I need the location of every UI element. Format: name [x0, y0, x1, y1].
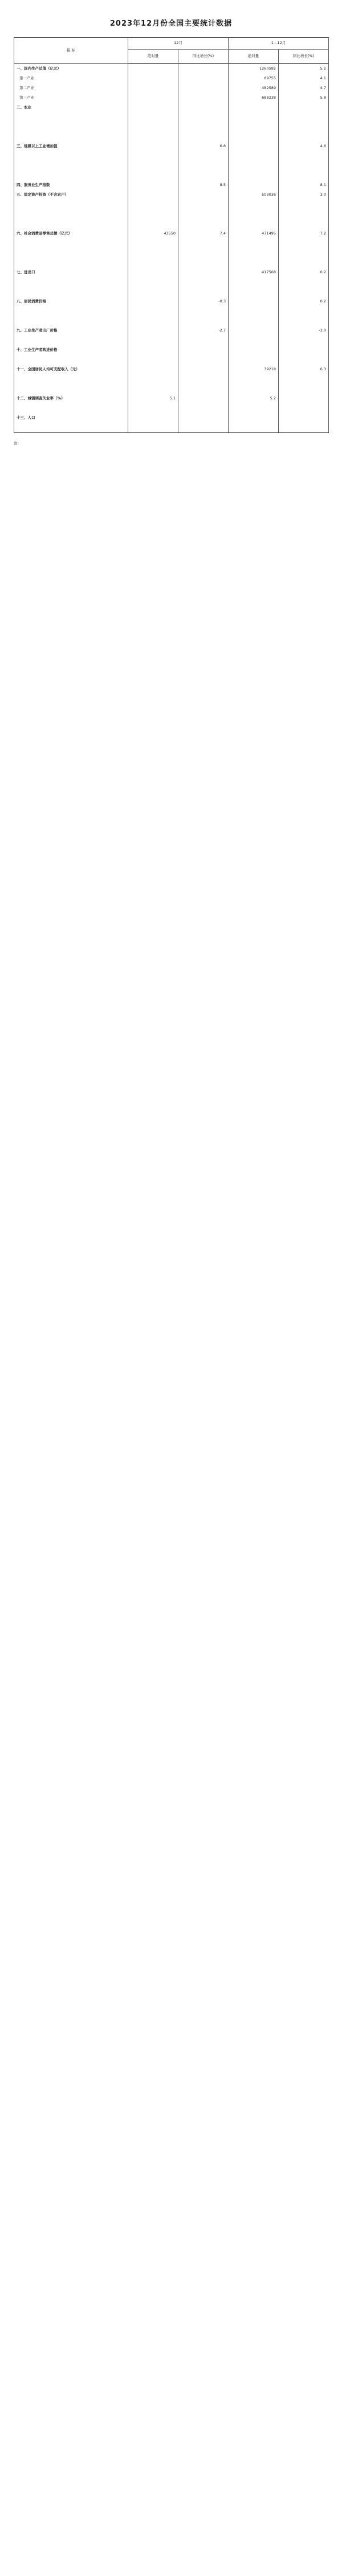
table-header-period-row	[14, 38, 329, 50]
indicator-name-cell	[14, 112, 128, 122]
indicator-name-cell: 八、居民消费价格	[14, 297, 128, 306]
current-value-cell	[128, 64, 178, 74]
current-value-cell	[128, 374, 178, 384]
period-current-header: 12月	[128, 38, 229, 50]
period-cumulative-header: 1—12月	[229, 38, 329, 50]
cumulative-value-cell	[229, 403, 279, 413]
cumulative-value-cell: 503036	[229, 190, 279, 200]
current-growth-cell: 7.4	[178, 229, 229, 238]
current-value-cell	[128, 74, 178, 83]
current-growth-cell	[178, 365, 229, 374]
table-row	[14, 93, 329, 103]
cumulative-value-cell	[229, 200, 279, 209]
table-row	[14, 306, 329, 316]
indicator-name-cell: 六、社会消费品零售总额（亿元）	[14, 229, 128, 238]
current-value-cell	[128, 132, 178, 141]
current-growth-cell	[178, 209, 229, 219]
current-growth-cell	[178, 200, 229, 209]
current-growth-cell	[178, 161, 229, 171]
current-value-cell	[128, 219, 178, 229]
current-value-cell	[128, 112, 178, 122]
current-value-cell	[128, 122, 178, 132]
cumulative-growth-cell: 0.2	[279, 297, 329, 306]
cumulative-value-cell	[229, 306, 279, 316]
current-value-cell	[128, 151, 178, 161]
cumulative-growth-cell: 5.8	[279, 93, 329, 103]
current-value-cell	[128, 93, 178, 103]
table-body	[14, 64, 329, 433]
current-value-cell	[128, 171, 178, 180]
cumulative-growth-cell	[279, 171, 329, 180]
current-growth-header: 同比增长(%)	[178, 50, 229, 64]
indicator-name-cell	[14, 132, 128, 141]
current-value-cell	[128, 403, 178, 413]
indicator-name-cell: 三、规模以上工业增加值	[14, 141, 128, 151]
cumulative-growth-cell: 5.2	[279, 64, 329, 74]
footnotes	[14, 441, 328, 447]
table-row	[14, 248, 329, 258]
indicator-column-header: 指 标	[14, 38, 128, 64]
cumulative-value-header: 绝对量	[229, 50, 279, 64]
current-value-cell	[128, 141, 178, 151]
cumulative-value-cell	[229, 180, 279, 190]
current-growth-cell	[178, 374, 229, 384]
table-row	[14, 229, 329, 238]
current-value-cell	[128, 306, 178, 316]
indicator-name-cell	[14, 306, 128, 316]
cumulative-growth-cell	[279, 345, 329, 355]
indicator-name-cell: 七、进出口	[14, 268, 128, 277]
current-growth-cell	[178, 277, 229, 287]
cumulative-value-cell	[229, 374, 279, 384]
cumulative-growth-cell: 6.3	[279, 365, 329, 374]
indicator-name-cell	[14, 209, 128, 219]
indicator-name-cell	[14, 335, 128, 345]
indicator-name-cell: 四、服务业生产指数	[14, 180, 128, 190]
current-growth-cell	[178, 413, 229, 423]
indicator-name-cell	[14, 200, 128, 209]
table-row	[14, 141, 329, 151]
cumulative-value-cell	[229, 248, 279, 258]
current-growth-cell	[178, 74, 229, 83]
cumulative-value-cell	[229, 258, 279, 268]
indicator-name-cell	[14, 277, 128, 287]
cumulative-value-cell: 482589	[229, 83, 279, 93]
current-value-cell	[128, 161, 178, 171]
current-value-cell	[128, 200, 178, 209]
table-row	[14, 268, 329, 277]
table-row	[14, 132, 329, 141]
current-growth-cell: 8.5	[178, 180, 229, 190]
cumulative-value-cell	[229, 103, 279, 112]
indicator-name-cell: 五、固定资产投资（不含农户）	[14, 190, 128, 200]
cumulative-value-cell	[229, 219, 279, 229]
table-row	[14, 384, 329, 394]
current-value-cell	[128, 268, 178, 277]
indicator-name-cell	[14, 161, 128, 171]
indicator-name-cell	[14, 171, 128, 180]
current-value-cell	[128, 209, 178, 219]
current-growth-cell	[178, 394, 229, 403]
current-growth-cell	[178, 190, 229, 200]
cumulative-value-cell	[229, 413, 279, 423]
current-value-cell	[128, 287, 178, 297]
cumulative-value-cell	[229, 287, 279, 297]
table-row	[14, 297, 329, 306]
table-row	[14, 190, 329, 200]
indicator-name-cell: 十三、人口	[14, 413, 128, 423]
indicator-name-cell	[14, 423, 128, 433]
table-row	[14, 171, 329, 180]
cumulative-growth-cell: -3.0	[279, 326, 329, 335]
current-growth-cell	[178, 64, 229, 74]
table-row	[14, 161, 329, 171]
current-value-cell	[128, 423, 178, 433]
cumulative-growth-cell	[279, 403, 329, 413]
indicator-name-cell	[14, 403, 128, 413]
cumulative-value-cell: 688238	[229, 93, 279, 103]
current-growth-cell	[178, 238, 229, 248]
cumulative-growth-cell	[279, 306, 329, 316]
current-value-cell	[128, 103, 178, 112]
cumulative-growth-cell	[279, 258, 329, 268]
current-value-cell: 5.1	[128, 394, 178, 403]
table-row	[14, 258, 329, 268]
cumulative-value-cell	[229, 122, 279, 132]
current-growth-cell: -0.3	[178, 297, 229, 306]
current-growth-cell	[178, 258, 229, 268]
current-growth-cell: 6.8	[178, 141, 229, 151]
current-value-header: 绝对量	[128, 50, 178, 64]
cumulative-growth-cell: 4.1	[279, 74, 329, 83]
cumulative-growth-cell: 7.2	[279, 229, 329, 238]
table-row	[14, 180, 329, 190]
table-row	[14, 151, 329, 161]
cumulative-value-cell	[229, 335, 279, 345]
cumulative-value-cell	[229, 345, 279, 355]
current-growth-cell	[178, 306, 229, 316]
cumulative-value-cell	[229, 297, 279, 306]
indicator-name-cell	[14, 248, 128, 258]
cumulative-growth-cell	[279, 209, 329, 219]
cumulative-growth-cell: 8.1	[279, 180, 329, 190]
cumulative-growth-cell	[279, 238, 329, 248]
cumulative-growth-cell	[279, 335, 329, 345]
table-row	[14, 355, 329, 365]
current-value-cell	[128, 316, 178, 326]
table-row	[14, 277, 329, 287]
indicator-name-cell: 二、农业	[14, 103, 128, 112]
cumulative-growth-cell	[279, 151, 329, 161]
current-growth-cell	[178, 316, 229, 326]
current-growth-cell	[178, 171, 229, 180]
footnote-line: 注：	[14, 441, 21, 446]
cumulative-growth-cell: 0.2	[279, 268, 329, 277]
table-row	[14, 209, 329, 219]
cumulative-value-cell	[229, 161, 279, 171]
indicator-name-cell: 第三产业	[14, 93, 128, 103]
cumulative-growth-cell	[279, 287, 329, 297]
current-growth-cell	[178, 122, 229, 132]
cumulative-growth-cell	[279, 316, 329, 326]
current-value-cell: 43550	[128, 229, 178, 238]
cumulative-growth-header: 同比增长(%)	[279, 50, 329, 64]
table-row	[14, 238, 329, 248]
indicator-name-cell: 一、国内生产总值（亿元）	[14, 64, 128, 74]
table-row	[14, 74, 329, 83]
cumulative-value-cell	[229, 112, 279, 122]
cumulative-growth-cell	[279, 161, 329, 171]
table-row	[14, 64, 329, 74]
cumulative-value-cell: 471495	[229, 229, 279, 238]
indicator-name-cell: 九、工业生产者出厂价格	[14, 326, 128, 335]
current-value-cell	[128, 335, 178, 345]
current-growth-cell	[178, 248, 229, 258]
cumulative-growth-cell	[279, 112, 329, 122]
cumulative-value-cell	[229, 141, 279, 151]
cumulative-value-cell: 1260582	[229, 64, 279, 74]
cumulative-value-cell	[229, 384, 279, 394]
table-row	[14, 219, 329, 229]
cumulative-growth-cell: 4.7	[279, 83, 329, 93]
cumulative-value-cell	[229, 277, 279, 287]
table-row	[14, 374, 329, 384]
current-growth-cell	[178, 151, 229, 161]
cumulative-growth-cell	[279, 413, 329, 423]
cumulative-value-cell	[229, 209, 279, 219]
current-value-cell	[128, 83, 178, 93]
current-value-cell	[128, 384, 178, 394]
current-value-cell	[128, 277, 178, 287]
indicator-name-cell	[14, 316, 128, 326]
table-row	[14, 335, 329, 345]
indicator-name-cell	[14, 219, 128, 229]
cumulative-value-cell	[229, 171, 279, 180]
current-growth-cell	[178, 132, 229, 141]
document-title: 2023年12月份全国主要统计数据	[109, 19, 233, 28]
indicator-name-cell	[14, 151, 128, 161]
cumulative-value-cell	[229, 238, 279, 248]
current-growth-cell	[178, 103, 229, 112]
current-growth-cell	[178, 423, 229, 433]
current-value-cell	[128, 413, 178, 423]
indicator-name-cell: 十一、全国居民人均可支配收入（元）	[14, 365, 128, 374]
table-row	[14, 413, 329, 423]
indicator-name-cell: 十二、城镇调查失业率（%）	[14, 394, 128, 403]
table-row	[14, 316, 329, 326]
indicator-name-cell	[14, 384, 128, 394]
current-growth-cell	[178, 345, 229, 355]
current-growth-cell	[178, 268, 229, 277]
current-growth-cell	[178, 112, 229, 122]
cumulative-growth-cell	[279, 219, 329, 229]
indicator-name-cell: 十、工业生产者购进价格	[14, 345, 128, 355]
cumulative-growth-cell	[279, 103, 329, 112]
current-growth-cell	[178, 403, 229, 413]
table-row	[14, 112, 329, 122]
current-growth-cell	[178, 83, 229, 93]
cumulative-value-cell	[229, 132, 279, 141]
table-row	[14, 103, 329, 112]
current-growth-cell	[178, 384, 229, 394]
cumulative-value-cell	[229, 355, 279, 365]
current-value-cell	[128, 258, 178, 268]
indicator-name-cell	[14, 258, 128, 268]
indicator-name-cell: 第一产业	[14, 74, 128, 83]
table-row	[14, 287, 329, 297]
cumulative-growth-cell	[279, 423, 329, 433]
cumulative-growth-cell: 3.0	[279, 190, 329, 200]
table-row	[14, 326, 329, 335]
table-row	[14, 83, 329, 93]
cumulative-growth-cell	[279, 122, 329, 132]
current-value-cell	[128, 355, 178, 365]
cumulative-value-cell: 89755	[229, 74, 279, 83]
cumulative-value-cell	[229, 151, 279, 161]
current-growth-cell	[178, 93, 229, 103]
statistics-table	[14, 37, 329, 433]
cumulative-value-cell	[229, 423, 279, 433]
table-row	[14, 365, 329, 374]
current-growth-cell	[178, 355, 229, 365]
table-row	[14, 122, 329, 132]
cumulative-growth-cell	[279, 384, 329, 394]
cumulative-growth-cell: 4.6	[279, 141, 329, 151]
cumulative-value-cell: 39218	[229, 365, 279, 374]
cumulative-value-cell	[229, 326, 279, 335]
current-value-cell	[128, 326, 178, 335]
cumulative-growth-cell	[279, 248, 329, 258]
current-growth-cell: -2.7	[178, 326, 229, 335]
table-row	[14, 200, 329, 209]
current-value-cell	[128, 238, 178, 248]
indicator-name-cell	[14, 238, 128, 248]
table-row	[14, 403, 329, 413]
indicator-name-cell	[14, 287, 128, 297]
cumulative-growth-cell	[279, 394, 329, 403]
indicator-name-cell	[14, 355, 128, 365]
cumulative-value-cell: 417568	[229, 268, 279, 277]
indicator-name-cell	[14, 122, 128, 132]
cumulative-growth-cell	[279, 374, 329, 384]
cumulative-value-cell	[229, 316, 279, 326]
current-value-cell	[128, 190, 178, 200]
current-value-cell	[128, 180, 178, 190]
current-value-cell	[128, 248, 178, 258]
current-value-cell	[128, 297, 178, 306]
table-row	[14, 394, 329, 403]
current-value-cell	[128, 365, 178, 374]
cumulative-growth-cell	[279, 355, 329, 365]
cumulative-growth-cell	[279, 132, 329, 141]
cumulative-value-cell: 5.2	[229, 394, 279, 403]
current-growth-cell	[178, 335, 229, 345]
indicator-name-cell	[14, 374, 128, 384]
current-growth-cell	[178, 219, 229, 229]
cumulative-growth-cell	[279, 200, 329, 209]
cumulative-growth-cell	[279, 277, 329, 287]
current-growth-cell	[178, 287, 229, 297]
indicator-name-cell: 第二产业	[14, 83, 128, 93]
table-row	[14, 423, 329, 433]
table-row	[14, 345, 329, 355]
current-value-cell	[128, 345, 178, 355]
